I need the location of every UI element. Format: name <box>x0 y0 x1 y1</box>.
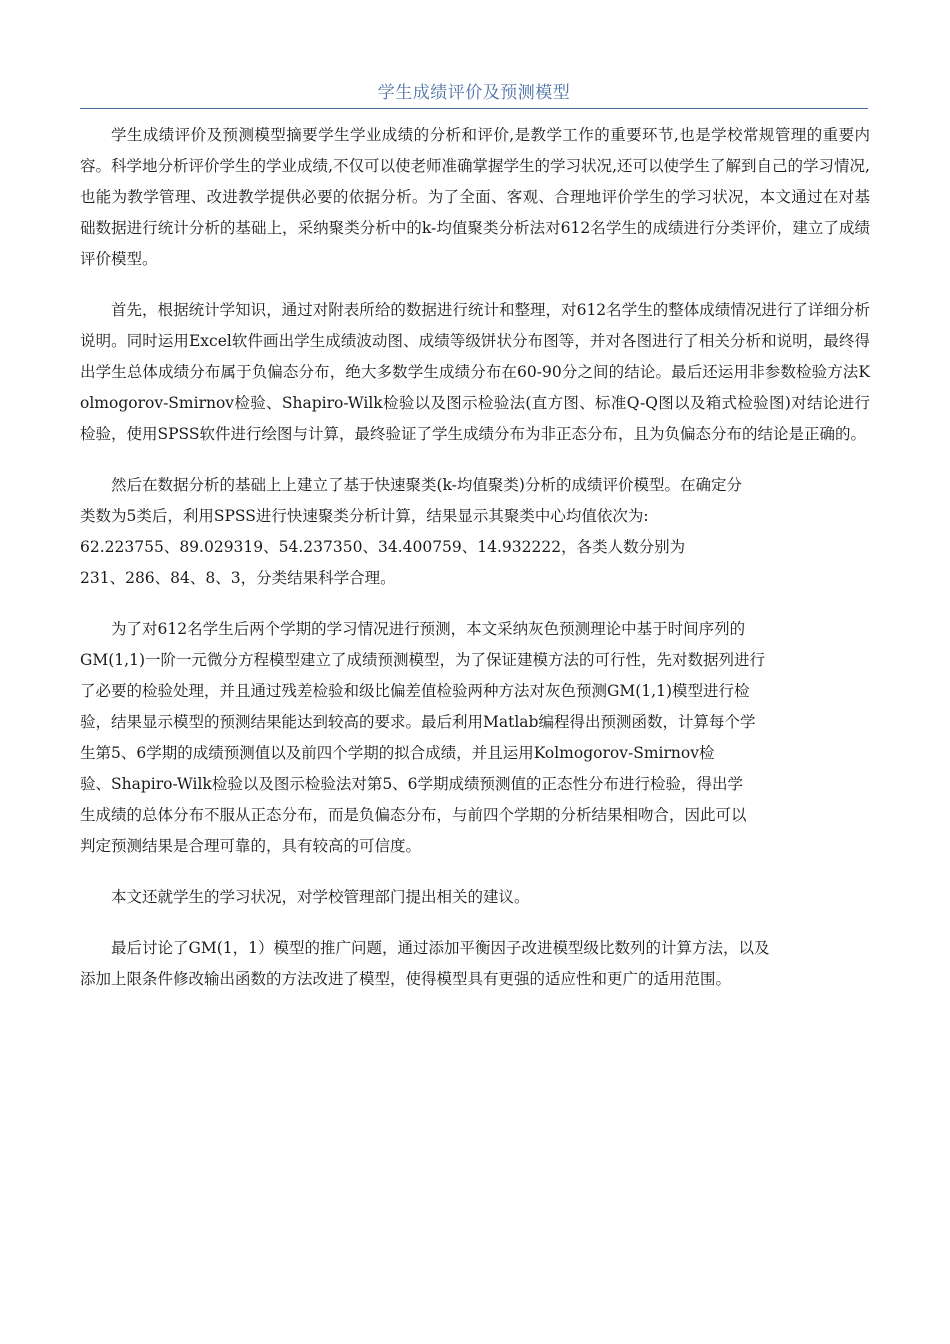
paragraph-line: 生第5、6学期的成绩预测值以及前四个学期的拟合成绩，并且运用Kolmogorov-Smirnov检 <box>80 744 715 762</box>
paragraph-line: 为了对612名学生后两个学期的学习情况进行预测，本文采纳灰色预测理论中基于时间序列的 <box>111 620 746 638</box>
paragraph-line: 231、286、84、8、3，分类结果科学合理。 <box>80 569 396 587</box>
paragraph-abstract: 学生成绩评价及预测模型摘要学生学业成绩的分析和评价,是教学工作的重要环节,也是学校常规管理的重要内容。科学地分析评价学生的学业成绩,不仅可以使老师准确掌握学生的学习状况,还可以使学生了解到自己的学习情况,也能为教学管理、改进教学提供必要的依据分析。为了全面、客观、合理地评价学生的学习状况，本文通过在对基础数据进行统计分析的基础上，采纳聚类分析中的k-均值聚类分析法对612名学生的成绩进行分类评价，建立了成绩评价模型。 <box>80 126 870 268</box>
paragraph-line: GM(1,1)一阶一元微分方程模型建立了成绩预测模型，为了保证建模方法的可行性，先对数据列进行 <box>80 651 766 669</box>
paragraph-prediction <box>80 614 870 862</box>
paragraph-line: 了必要的检验处理，并且通过残差检验和级比偏差值检验两种方法对灰色预测GM(1,1)模型进行检 <box>80 682 750 700</box>
paragraph-line: 类数为5类后，利用SPSS进行快速聚类分析计算，结果显示其聚类中心均值依次为: <box>80 507 649 525</box>
paragraph-line: 最后讨论了GM(1，1）模型的推广问题，通过添加平衡因子改进模型级比数列的计算方法，以及 <box>111 939 770 957</box>
page-header <box>80 78 868 109</box>
document-body <box>80 120 870 1015</box>
paragraph-line: 然后在数据分析的基础上上建立了基于快速聚类(k-均值聚类)分析的成绩评价模型。在确定分 <box>111 476 742 494</box>
page-title: 学生成绩评价及预测模型 <box>377 83 571 103</box>
paragraph-line: 验、Shapiro-Wilk检验以及图示检验法对第5、6学期成绩预测值的正态性分布进行检验，得出学 <box>80 775 744 793</box>
paragraph-line: 生成绩的总体分布不服从正态分布，而是负偏态分布，与前四个学期的分析结果相吻合，因此可以 <box>80 806 747 824</box>
paragraph-suggestions: 本文还就学生的学习状况，对学校管理部门提出相关的建议。 <box>111 888 530 906</box>
paragraph-line: 验，结果显示模型的预测结果能达到较高的要求。最后利用Matlab编程得出预测函数，计算每个学 <box>80 713 756 731</box>
paragraph-extension <box>80 933 870 995</box>
paragraph-statistics: 首先，根据统计学知识，通过对附表所给的数据进行统计和整理，对612名学生的整体成绩情况进行了详细分析说明。同时运用Excel软件画出学生成绩波动图、成绩等级饼状分布图等，并对各图进行了相关分析和说明，最终得出学生总体成绩分布属于负偏态分布，绝大多数学生成绩分布在60-90分之间的结论。最后还运用非参数检验方法Kolmogorov-Smirnov检验、Shapiro-Wilk检验以及图示检验法(直方图、标准Q-Q图以及箱式检验图)对结论进行检验，使用SPSS软件进行绘图与计算，最终验证了学生成绩分布为非正态分布，且为负偏态分布的结论是正确的。 <box>80 301 870 443</box>
paragraph-line: 判定预测结果是合理可靠的，具有较高的可信度。 <box>80 837 422 855</box>
paragraph-line: 62.223755、89.029319、54.237350、34.400759、14.932222，各类人数分别为 <box>80 538 686 556</box>
paragraph-clustering <box>80 470 870 594</box>
paragraph-line: 添加上限条件修改输出函数的方法改进了模型，使得模型具有更强的适应性和更广的适用范围。 <box>80 970 732 988</box>
